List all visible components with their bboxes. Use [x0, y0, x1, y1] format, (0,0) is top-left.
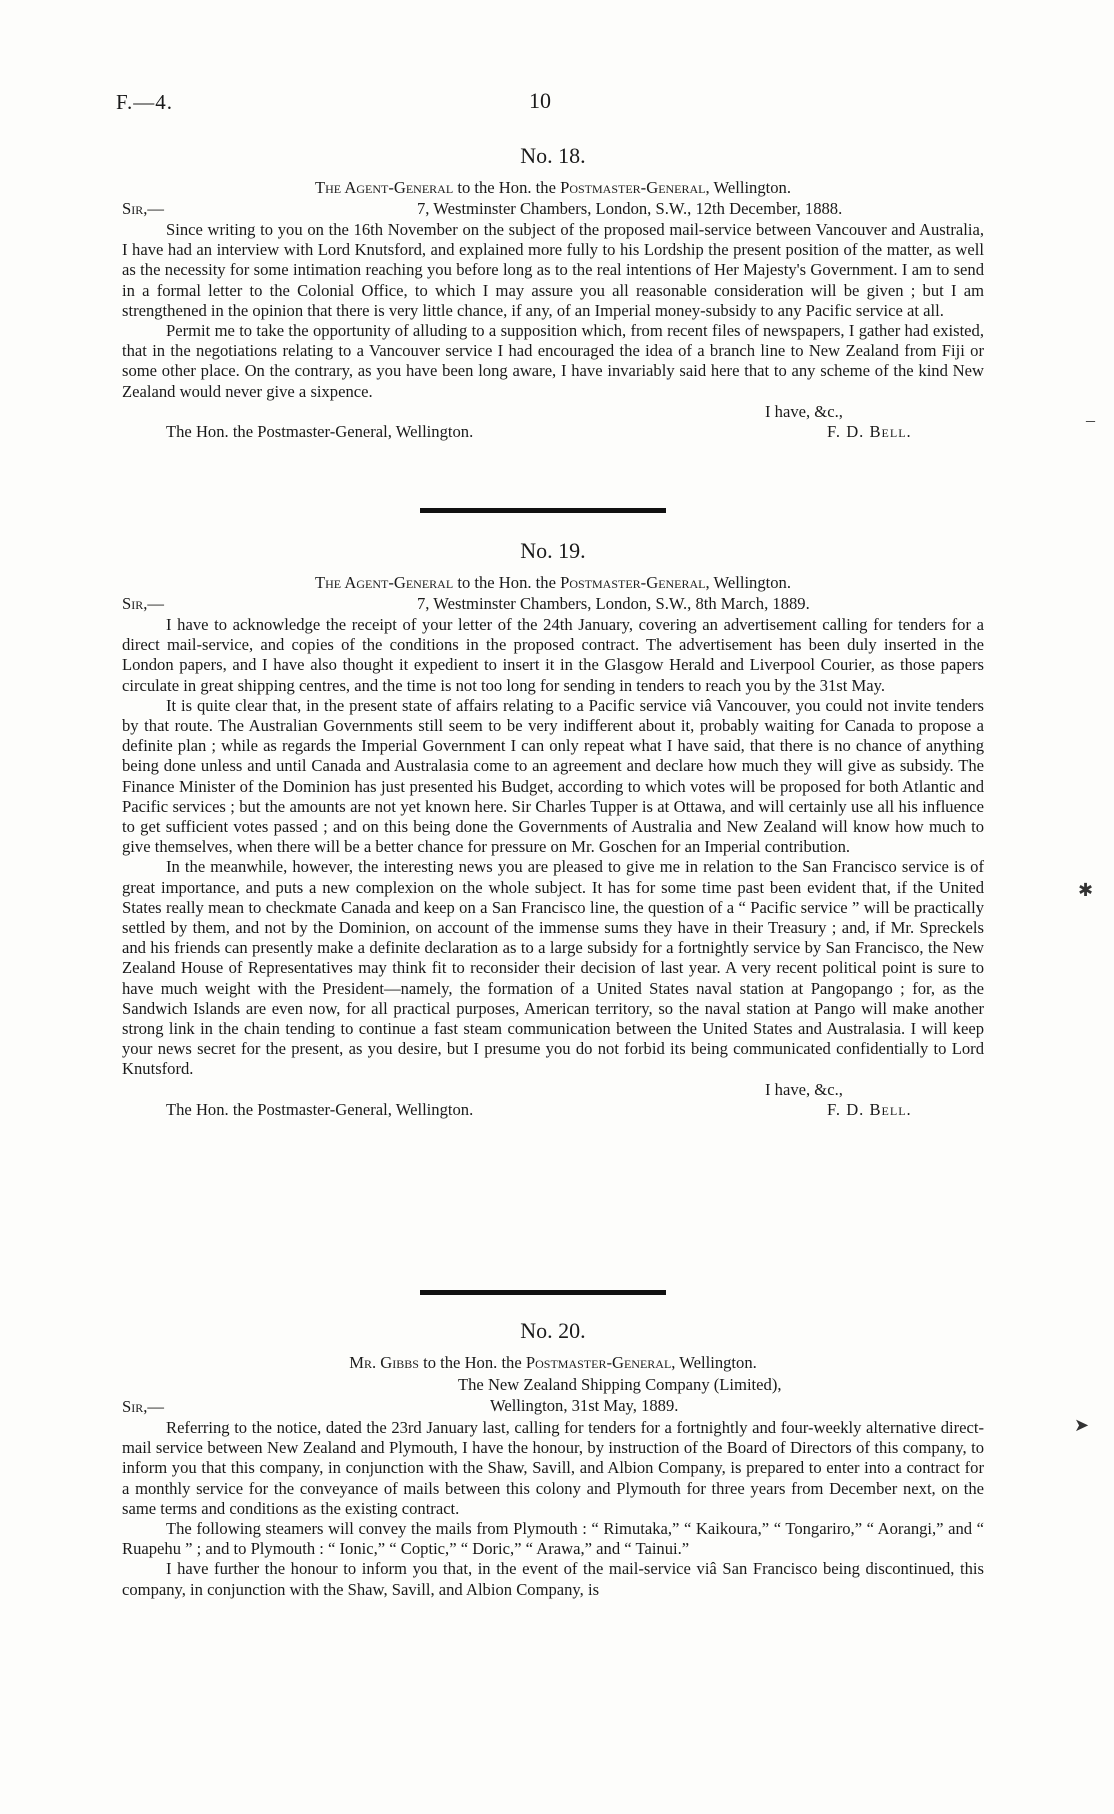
letter-no-19 — [122, 538, 984, 1121]
addressee: The Hon. the Postmaster-General, Wellington. — [166, 421, 474, 441]
closing-line — [122, 1080, 984, 1100]
addressee: The Hon. the Postmaster-General, Wellington. — [166, 1099, 474, 1119]
closing: I have, &c., — [765, 1079, 843, 1099]
recipient: Postmaster-General — [525, 1353, 672, 1372]
letter-heading: No. 18. — [520, 143, 586, 168]
salutation-line — [122, 199, 984, 220]
salutation-line — [122, 594, 984, 615]
recipient-place: , Wellington. — [705, 178, 792, 197]
margin-pointer-mark: ➤ — [1074, 1415, 1090, 1435]
salutation: Sir,— — [122, 1397, 164, 1416]
recipient: Postmaster-General — [560, 178, 706, 197]
closing-line — [122, 402, 984, 422]
address-connector: to the Hon. the — [423, 1353, 522, 1372]
paragraph: I have to acknowledge the receipt of your letter of the 24th January, covering an advertisement calling for tenders for a direct mail-service, and copies of the conditions in the proposed contract. The advertisement has been duly inserted in the London papers, and I have also thought it expedient to insert it in the Glasgow Herald and Liverpool Courier, as those papers circulate in great shipping centres, and the time is not too long for sending in tenders to reach you by the 31st May. — [122, 615, 984, 695]
page-reference: F.—4. — [116, 90, 173, 114]
signature-line — [122, 422, 984, 443]
letter-heading: No. 20. — [520, 1318, 586, 1343]
sender: The Agent-General — [314, 573, 454, 592]
paragraph: Referring to the notice, dated the 23rd January last, calling for tenders for a fortnightly and four-weekly alternative direct-mail service between New Zealand and Plymouth, I have the honour, by instruction of the Board of Directors of this company, to inform you that this company, in conjunction with the Shaw, Savill, and Albion Company, is prepared to enter into a contract for a monthly service for the conveyance of mails between this colony and Plymouth for three years from December next, on the same terms and conditions as the existing contract. — [122, 1418, 984, 1518]
margin-dash-mark: – — [1086, 410, 1095, 430]
signature: F. D. Bell. — [827, 1099, 912, 1119]
recipient: Postmaster-General — [560, 573, 706, 592]
letter-heading: No. 19. — [520, 538, 586, 563]
salutation: Sir,— — [122, 199, 164, 218]
closing: I have, &c., — [765, 401, 843, 421]
salutation-line — [122, 1374, 984, 1418]
paragraph: Since writing to you on the 16th November on the subject of the proposed mail-service between Vancouver and Australia, I have had an interview with Lord Knutsford, and explained more fully to his Lordship the present position of the matter, as well as the necessity for some intimation reaching you before long as to the real intentions of Her Majesty's Government. I am to send in a formal letter to the Colonial Office, to which I may assure you all reasonable consideration will be given ; but I am strengthened in the opinion that there is very little chance, if any, of an Imperial money-subsidy to any Pacific service at all. — [122, 220, 984, 320]
place-date — [458, 1374, 848, 1416]
section-divider — [420, 508, 666, 513]
address-connector: to the Hon. the — [457, 573, 556, 592]
paragraph: In the meanwhile, however, the interesting news you are pleased to give me in relation to the San Francisco service is of great importance, and puts a new complexion on the whole subject. It has for some time past been evident that, if the United States really mean to checkmate Canada and keep on a San Francisco line, the question of a “ Pacific service ” will be practically settled by them, and not by the Dominion, on account of the immense sums they have in their Treasury ; and, if Mr. Spreckels and his friends can presently make a definite declaration as to a large subsidy for a fortnightly service by San Francisco, the New Zealand House of Representatives may think fit to reconsider their decision of last year. A very recent political point is sure to have much weight with the President—namely, the formation of a United States naval station at Pangopango ; for, as the Sandwich Islands are even now, for all practical purposes, American territory, so the naval station at Pango will make another strong link in the chain tending to continue a fast steam communication between the United States and Australasia. I will keep your news secret for the present, as you desire, but I presume you do not forbid its being communicated confidentially to Lord Knutsford. — [122, 857, 984, 1079]
place-line-2: Wellington, 31st May, 1889. — [490, 1396, 679, 1415]
paragraph: The following steamers will convey the mails from Plymouth : “ Rimutaka,” “ Kaikoura,” “ Tongariro,” “ Aorangi,” and “ Ruapehu ” ; and to Plymouth : “ Ionic,” “ Coptic,” “ Doric,” “ Arawa,” and “ Tainui.” — [122, 1519, 984, 1559]
letter-address-line — [122, 572, 984, 594]
page-number: 10 — [529, 88, 551, 113]
section-divider — [420, 1290, 666, 1295]
paragraph: It is quite clear that, in the present state of affairs relating to a Pacific service viâ Vancouver, you could not invite tenders by that route. The Australian Governments still seem to be very indifferent about it, probably waiting for Canada to propose a definite plan ; while as regards the Imperial Government I can only repeat what I have said, that there is no chance of anything being done unless and until Canada and Australasia come to an agreement and declare how much they will give as subsidy. The Finance Minister of the Dominion has just presented his Budget, according to which votes will be proposed for both Atlantic and Pacific services ; but the amounts are not yet known here. Sir Charles Tupper is at Ottawa, and will certainly use all his influence to get sufficient votes passed ; and on this being done the Governments of Australia and New Zealand will know how much to give themselves, when there will be a better chance for pressure on Mr. Goschen for an Imperial contribution. — [122, 695, 984, 857]
recipient-place: , Wellington. — [705, 573, 792, 592]
recipient-place: , Wellington. — [671, 1353, 757, 1372]
paragraph: I have further the honour to inform you that, in the event of the mail-service viâ San Francisco being discontinued, this company, in conjunction with the Shaw, Savill, and Albion Company, is — [122, 1559, 984, 1599]
place-date: 7, Westminster Chambers, London, S.W., 12th December, 1888. — [417, 199, 843, 218]
salutation: Sir,— — [122, 594, 164, 613]
signature: F. D. Bell. — [827, 421, 912, 441]
margin-star-mark: ✱ — [1078, 880, 1094, 900]
sender: Mr. Gibbs — [349, 1353, 419, 1372]
letter-address-line — [122, 177, 984, 199]
place-date: 7, Westminster Chambers, London, S.W., 8th March, 1889. — [417, 594, 810, 613]
letter-no-18 — [122, 143, 984, 443]
letter-address-line — [122, 1352, 984, 1374]
paragraph: Permit me to take the opportunity of alluding to a supposition which, from recent files of newspapers, I gather had existed, that in the negotiations relating to a Vancouver service I had encouraged the idea of a branch line to New Zealand from Fiji or some other place. On the contrary, as you have been long aware, I have invariably said here that to any scheme of the kind New Zealand would never give a sixpence. — [122, 321, 984, 401]
address-connector: to the Hon. the — [457, 178, 556, 197]
sender: The Agent-General — [314, 178, 454, 197]
letter-no-20 — [122, 1318, 984, 1600]
place-line-1: The New Zealand Shipping Company (Limited), — [458, 1375, 782, 1394]
signature-line — [122, 1100, 984, 1121]
